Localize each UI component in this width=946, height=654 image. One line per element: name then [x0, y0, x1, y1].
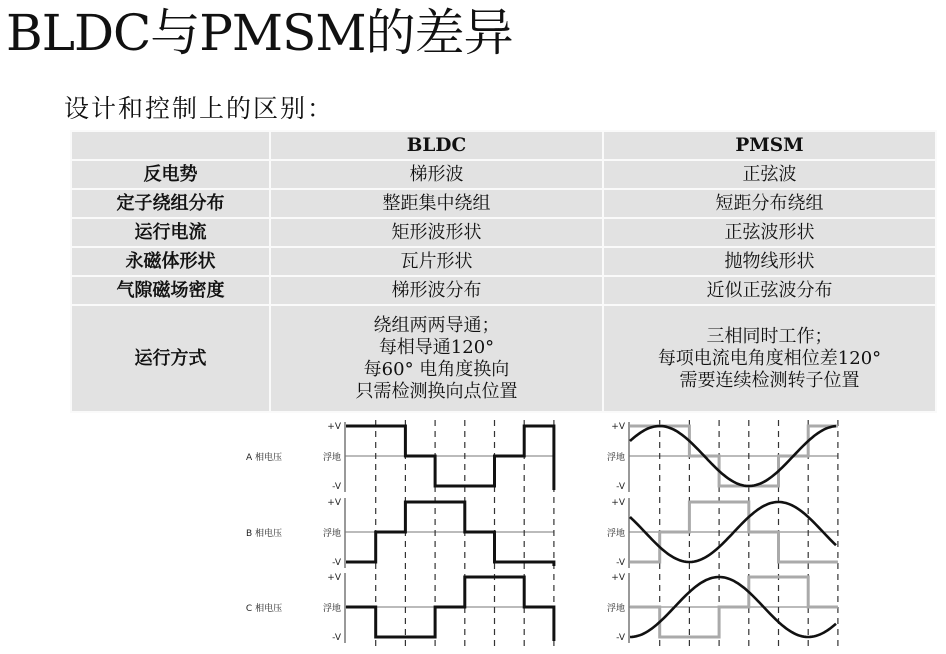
- table-row: [71, 189, 936, 218]
- pmsm-line: 需要连续检测转子位置: [679, 369, 860, 391]
- level-label-plus: +V: [327, 573, 341, 583]
- pmsm-cell: 正弦波: [603, 160, 936, 189]
- level-label-plus: +V: [327, 498, 341, 508]
- row-label: 反电势: [71, 160, 270, 189]
- table-row: [71, 305, 936, 412]
- table-row: [71, 276, 936, 305]
- level-label-minus: -V: [616, 482, 625, 492]
- level-label-plus: +V: [327, 422, 341, 432]
- pmsm-line: 每项电流电角度相位差120°: [657, 347, 882, 369]
- bldc-cell: [270, 305, 603, 412]
- phase-label: C 相电压: [245, 604, 283, 614]
- bldc-line: 每相导通120°: [378, 336, 495, 358]
- level-label-minus: -V: [332, 633, 341, 643]
- bldc-phase-waveform: [346, 426, 554, 490]
- bldc-cell: 瓦片形状: [270, 247, 603, 276]
- bldc-cell: 整距集中绕组: [270, 189, 603, 218]
- level-label-minus: -V: [332, 558, 341, 568]
- table-row: [71, 218, 936, 247]
- phase-label: B 相电压: [245, 529, 283, 539]
- row-label: 运行电流: [71, 218, 270, 247]
- bldc-line: 只需检测换向点位置: [355, 380, 518, 402]
- comparison-table: [70, 130, 937, 413]
- level-label-float: 浮地: [606, 604, 625, 614]
- bldc-cell: 梯形波分布: [270, 276, 603, 305]
- bldc-phase-waveform: [346, 502, 554, 566]
- pmsm-cell: 抛物线形状: [603, 247, 936, 276]
- bldc-cell: 梯形波: [270, 160, 603, 189]
- level-label-plus: +V: [611, 573, 625, 583]
- bldc-line: 每60° 电角度换向: [363, 358, 510, 380]
- bldc-waveform-diagram: [240, 412, 570, 652]
- level-label-float: 浮地: [322, 453, 341, 463]
- header-cell-empty: [71, 131, 270, 160]
- level-label-float: 浮地: [606, 529, 625, 539]
- header-cell-pmsm: PMSM: [603, 131, 936, 160]
- pmsm-cell: 正弦波形状: [603, 218, 936, 247]
- level-label-minus: -V: [616, 558, 625, 568]
- table-row: [71, 247, 936, 276]
- pmsm-waveform-diagram: [600, 412, 860, 652]
- level-label-float: 浮地: [606, 453, 625, 463]
- level-label-plus: +V: [611, 422, 625, 432]
- level-label-plus: +V: [611, 498, 625, 508]
- bldc-phase-waveform: [346, 577, 554, 641]
- row-label: 定子绕组分布: [71, 189, 270, 218]
- pmsm-cell: 近似正弦波分布: [603, 276, 936, 305]
- phase-label: A 相电压: [245, 453, 283, 463]
- level-label-float: 浮地: [322, 604, 341, 614]
- page-subtitle: 设计和控制上的区别：: [64, 94, 335, 123]
- page-title: BLDC与PMSM的差异: [6, 4, 513, 62]
- level-label-minus: -V: [332, 482, 341, 492]
- pmsm-cell: [603, 305, 936, 412]
- row-label: 运行方式: [71, 305, 270, 412]
- header-cell-bldc: BLDC: [270, 131, 603, 160]
- bldc-cell: 矩形波形状: [270, 218, 603, 247]
- level-label-minus: -V: [616, 633, 625, 643]
- pmsm-cell: 短距分布绕组: [603, 189, 936, 218]
- pmsm-line: 三相同时工作；: [706, 325, 833, 347]
- table-row: [71, 160, 936, 189]
- pmsm-step-reference: [630, 577, 838, 637]
- table-header-row: [71, 131, 936, 160]
- level-label-float: 浮地: [322, 529, 341, 539]
- bldc-line: 绕组两两导通；: [373, 314, 500, 336]
- row-label: 永磁体形状: [71, 247, 270, 276]
- row-label: 气隙磁场密度: [71, 276, 270, 305]
